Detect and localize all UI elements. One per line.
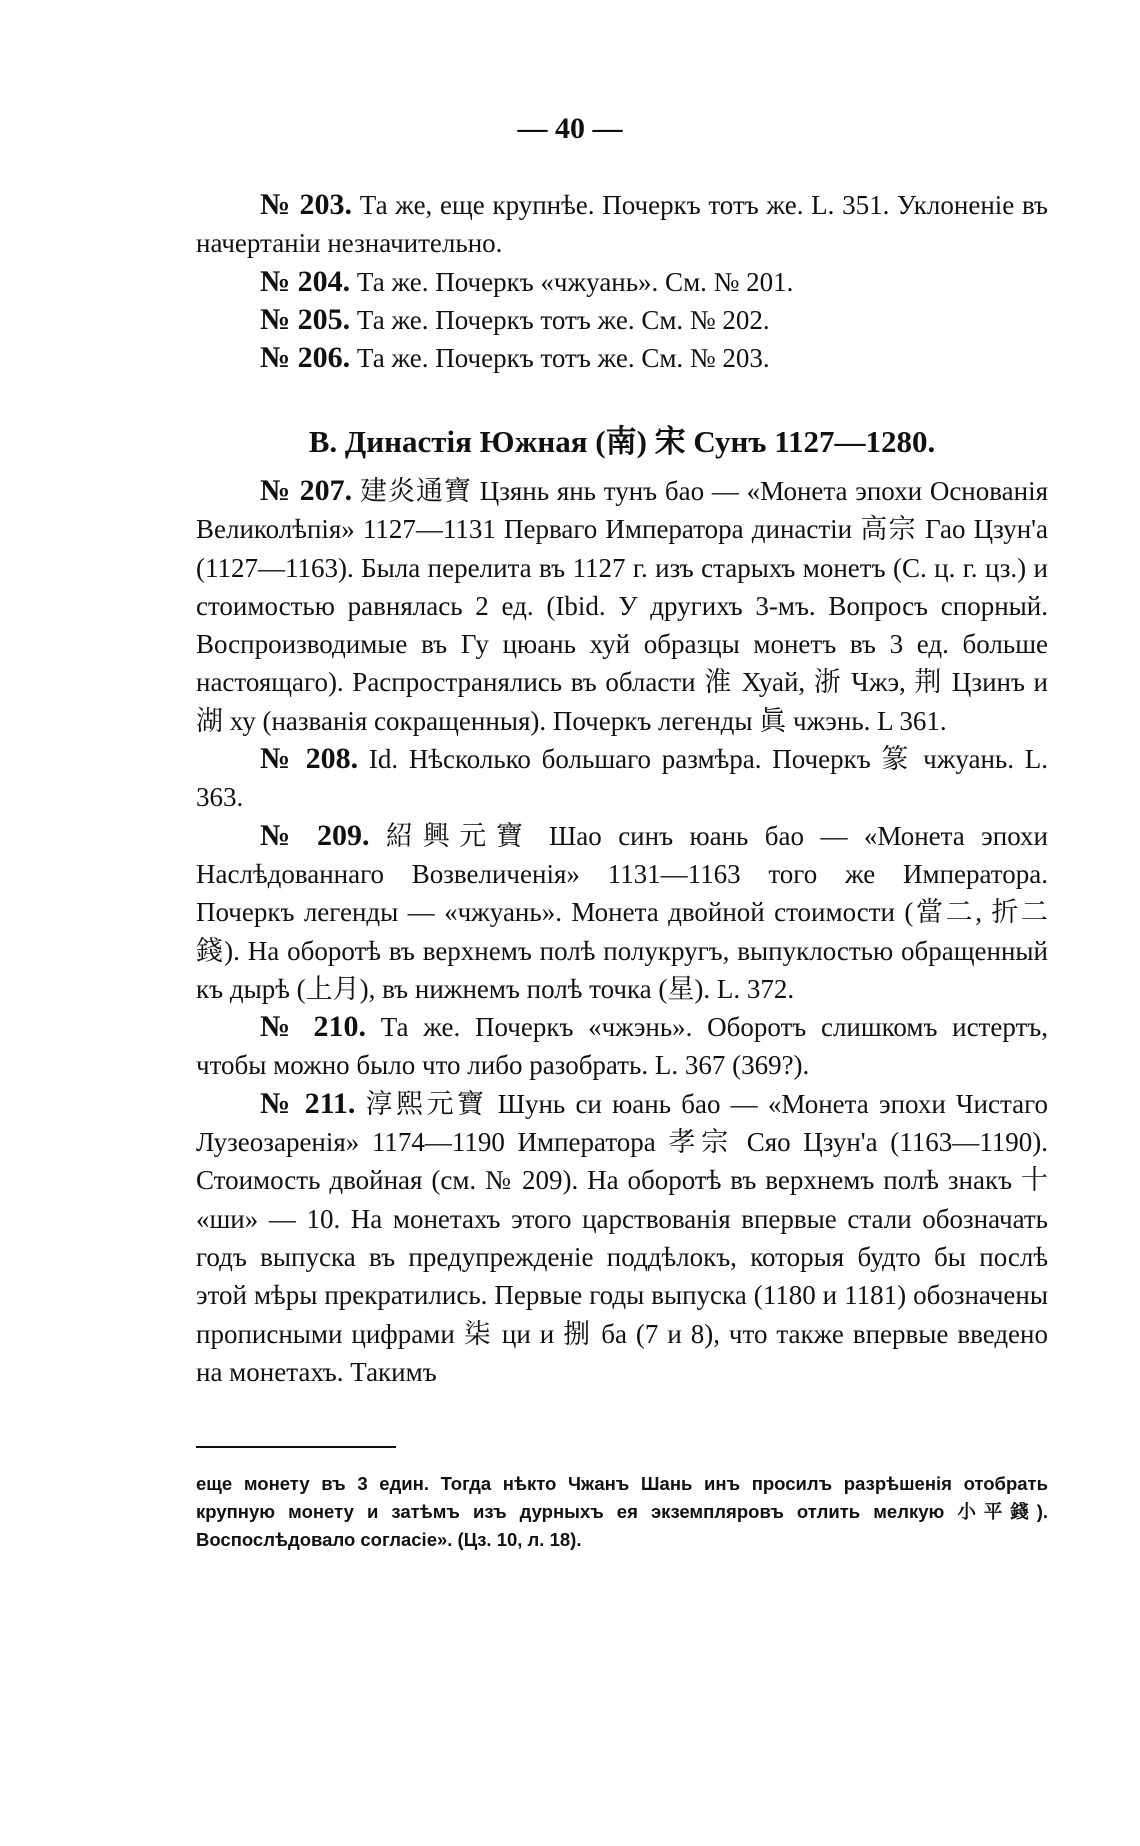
- entry-205: [196, 301, 1048, 339]
- entry-210: [196, 1008, 1048, 1085]
- entry-number: № 207.: [260, 474, 353, 507]
- entry-204: [196, 263, 1048, 301]
- page-number: — 40 —: [517, 112, 623, 145]
- entry-209: [196, 817, 1048, 1008]
- entry-203: [196, 186, 1048, 263]
- entry-211: [196, 1085, 1048, 1391]
- entry-number: № 208.: [260, 742, 359, 776]
- entry-number: № 204.: [260, 264, 351, 298]
- footnote: [196, 1470, 1048, 1554]
- entry-207: [196, 472, 1048, 740]
- entry-text: 淳熙元寶 Шунь си юань бао — «Монета эпохи Чистаго Лузеозаренія» 1174—1190 Императора 孝宗 Сяо Цзун'а (1163—1190). Стоимость двойная (см. № 209). На оборотѣ въ верхнемъ полѣ знакъ 十 «ши» — 10. На монетахъ этого царствованія впервые стали обозначать годъ выпуска въ предупрежденіе поддѣлокъ, которыя будто бы послѣ этой мѣры прекратились. Первые годы выпуска (1180 и 1181) обозначены прописными цифрами 柒 ци и 捌 ба (7 и 8), что также впервые введено на монетахъ. Такимъ: [196, 1088, 1049, 1387]
- entry-text: Та же. Почеркъ тотъ же. См. № 202.: [350, 304, 770, 335]
- entry-text: Та же. Почеркъ «чжуань». См. № 201.: [350, 266, 794, 297]
- entry-206: [196, 339, 1048, 377]
- entry-text: Та же. Почеркъ «чжэнь». Оборотъ слишкомъ истертъ, чтобы можно было что либо разобрать. L. 367 (369?).: [196, 1012, 1048, 1081]
- entry-number: № 203.: [260, 188, 353, 221]
- entry-number: № 206.: [260, 341, 351, 375]
- entries-main: [196, 472, 1048, 1391]
- entry-number: № 209.: [260, 818, 370, 852]
- footnote-text: еще монету въ 3 един. Тогда нѣкто Чжанъ Шань инъ просилъ разрѣшенія отобрать крупную монету и затѣмъ изъ дурныхъ ея экземпляровъ отлить мелкую 小平錢). Воспослѣдовало согласіе». (Цз. 10, л. 18).: [196, 1473, 1048, 1550]
- entry-text: Та же. Почеркъ тотъ же. См. № 203.: [350, 343, 770, 374]
- entry-text: Id. Нѣсколько большаго размѣра. Почеркъ 篆 чжуань. L. 363.: [196, 744, 1048, 813]
- entries-top: [196, 186, 1048, 377]
- section-heading: B. Династія Южная (南) 宋 Сунъ 1127—1280.: [308, 424, 936, 459]
- footnote-divider: [196, 1446, 396, 1448]
- entry-text: Та же, еще крупнѣе. Почеркъ тотъ же. L. 351. Уклоненіе въ начертаніи незначительно.: [196, 190, 1048, 259]
- entry-text: 建炎通寶 Цзянь янь тунъ бао — «Монета эпохи Основанія Великолѣпія» 1127—1131 Перваго Императора династіи 高宗 Гао Цзун'а (1127—1163). Была перелита въ 1127 г. изъ старыхъ монетъ (С. ц. г. цз.) и стоимостью равнялась 2 ед. (Ibid. У другихъ 3-мъ. Вопросъ спорный. Воспроизводимые въ Гу цюань хуй образцы монетъ въ 3 ед. больше настоящаго). Распространялись въ области 淮 Хуай, 浙 Чжэ, 荆 Цзинъ и 湖 ху (названія сокращенныя). Почеркъ легенды 眞 чжэнь. L 361.: [196, 476, 1048, 736]
- entry-number: № 211.: [260, 1086, 356, 1120]
- entry-208: [196, 740, 1048, 817]
- entry-text: 紹興元寶 Шао синъ юань бао — «Монета эпохи Наслѣдованнаго Возвеличенія» 1131—1163 того же Императора. Почеркъ легенды — «чжуань». Монета двойной стоимости (當二, 折二錢). На оборотѣ въ верхнемъ полѣ полукругъ, выпуклостью обращенный къ дырѣ (上月), въ нижнемъ полѣ точка (星). L. 372.: [196, 820, 1048, 1004]
- entry-number: № 210.: [260, 1010, 367, 1044]
- entry-number: № 205.: [260, 302, 351, 336]
